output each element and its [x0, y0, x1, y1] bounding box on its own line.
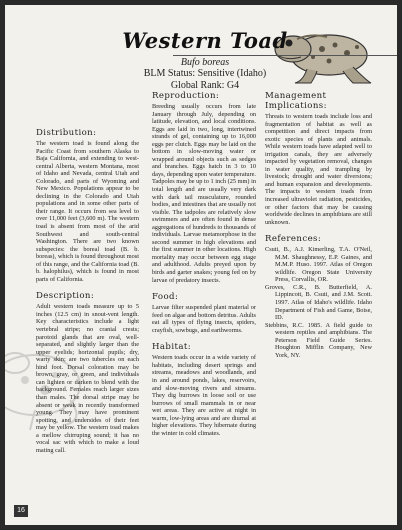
habitat-heading: Habitat: — [152, 342, 191, 353]
title-block — [115, 29, 295, 92]
reference-item: Csuti, B., A.J. Kimerling, T.A. O'Neil, M.M. Shaughnessy, E.P. Gaines, and M.M.P. Huso. 1997. Atlas of Oregon wildlife. Oregon State University Press, Corvallis, OR. — [265, 246, 372, 284]
column-middle — [152, 87, 256, 437]
blm-status: BLM Status: Sensitive (Idaho) — [143, 68, 267, 79]
reproduction-text: Breeding usually occurs from late January through July, depending on latitude, elevation, and local conditions. Eggs are laid in two, long, intertwined strands of gel, containing up to 16,000 eggs per clutch. Eggs may be laid on the bottom in slow-moving water or wrapped around objects such as sedges and branches. Eggs hatch in 3 to 10 days, depending upon water temperature. Tadpoles may be up to 1 inch (25 mm) in total length and are usually very dark with dark tail musculature, rounded bodies, and intestines that are usually not visible. The tadpoles are relatively slow swimmers and are often found in dense aggregations of hundreds to thousands of individuals. Larvae metamorphose in the second summer in high elevations and the first summer in other locations. High mortality may occur between egg stage and adulthood. Adults preyed upon by birds and garter snakes; young fed on by larvae of predatory insects. — [152, 103, 256, 284]
description-heading: Description: — [36, 291, 95, 302]
habitat-text: Western toads occur in a wide variety of habitats, including desert springs and streams, meadows and woodlands, and in and around ponds, lakes, reservoirs, and slow-moving rivers and streams. They dig burrows in loose soil or use burrows of small mammals in or near wet areas. They are active at night in warm, low-lying areas and are diurnal at higher elevations. They hibernate during the winter in cold climates. — [152, 354, 256, 437]
column-right — [265, 87, 372, 359]
food-text: Larvae filter suspended plant material or feed on algae and bottom detritus. Adults eat all types of flying insects, spiders, crayfish, sowbugs, and earthworms. — [152, 304, 256, 334]
distribution-text: The western toad is found along the Pacific Coast from southern Alaska to Baja California, and extending to west-central Alberta, western Montana, most of Idaho and Nevada, central Utah and Colorado, and parts of Wyoming and New Mexico. Populations appear to be declining in the Colorado and Utah populations and in some other parts of their range. It occurs from sea level to over 11,000 feet (3,600 m). The western toad is absent from most of the arid Southwest and south-central Washington. There are two known subspecies: the boreal toad (B. b. boreas), which is found throughout most of this range, and the California toad (B. b. halophilus), which is found in most parts of California. — [36, 140, 139, 283]
reference-item: Groves, C.R., B. Butterfield, A. Lippincott, B. Csuti, and J.M. Scott. 1997. Atlas of Idaho's wildlife. Idaho Department of Fish and Game, Boise, ID. — [265, 283, 372, 322]
scientific-name: Bufo boreas — [180, 57, 230, 68]
global-rank: Global Rank: G4 — [170, 80, 240, 91]
management-text: Threats to western toads include loss and fragmentation of habitat as well as competition and direct impacts from exotic species of plants and animals. While western toads have adapted well to irrigation canals, they are adversely impacted by vegetation removal, changes in water quality, and trampling by livestock; drought and water diversions; and human expansion and developments. The impacts to western toads from increased ultraviolet radiation, pesticides, or other factors that may be causing worldwide declines in amphibians are still unknown. — [265, 113, 372, 226]
reference-item: Stebbins, R.C. 1985. A field guide to western reptiles and amphibians. The Peterson Field Guide Series. Houghton Mifflin Company, New York, NY. — [265, 321, 372, 359]
page-number: 16 — [14, 505, 28, 517]
references-heading: References: — [265, 234, 322, 245]
reproduction-heading: Reproduction: — [152, 91, 220, 101]
management-heading: Management Implications: — [265, 91, 327, 111]
food-heading: Food: — [152, 292, 179, 303]
title-rule — [173, 55, 397, 56]
description-text: Adult western toads measure up to 5 inches (12.5 cm) in snout-vent length. Key characteristics include a light vertebral stripe; no cranial crests; parotoid glands that are oval, well-separated, and slightly larger than the upper eyelids; horizontal pupils; dry, warty skin; are two tubercles on each hind foot. Dorsal coloration may be brown, gray, or green, and individuals can lighten or darken to blend with the background. Females reach larger sizes than males. The dorsal stripe may be absent or weak in recently transformed young. They may have prominent spotting, and undersides of their feet may be yellow. The western toad makes a mellow chirruping sound; it has no vocal sac with which to make a loud mating call. — [36, 303, 139, 454]
column-left — [36, 124, 139, 454]
document-page — [5, 5, 397, 525]
distribution-heading: Distribution: — [36, 128, 97, 138]
page-title: Western Toad — [122, 28, 288, 53]
